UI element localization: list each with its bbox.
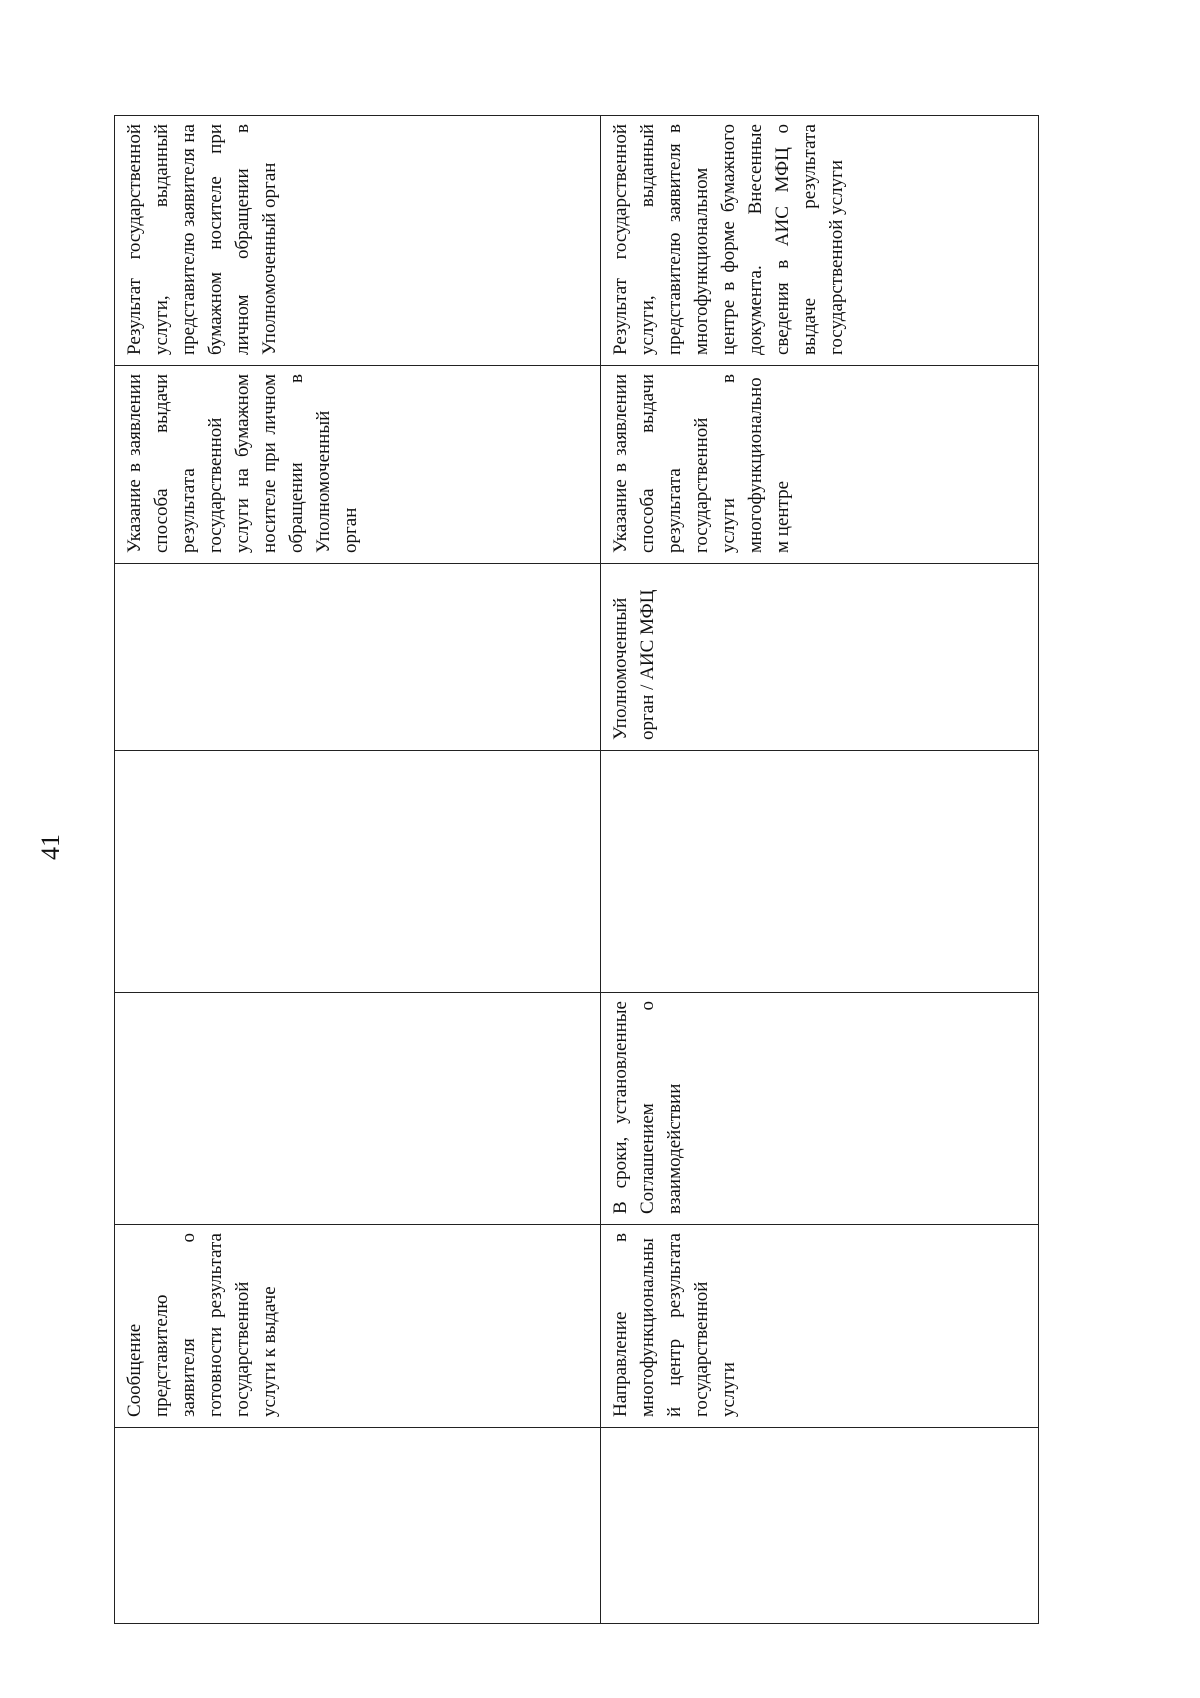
page-number: 41 (36, 834, 65, 860)
table-cell (601, 751, 1039, 993)
table-cell (115, 993, 601, 1225)
table-cell: Уполномоченный орган / АИС МФЦ (601, 564, 1039, 751)
table-cell: Направление в многофункциональный центр результата государственной услуги (601, 1225, 1039, 1428)
table-cell (115, 564, 601, 751)
table-row (115, 116, 601, 1624)
table-cell: Указание в заявлении способа выдачи результата государственной услуги в многофункциональном центре (601, 366, 1039, 564)
table-cell: Результат государственной услуги, выданный представителю заявителя в многофункциональном центре в форме бумажного документа. Внесенные сведения в АИС МФЦ о выдаче результата государственной услуги (601, 116, 1039, 366)
table-cell: Сообщение представителю заявителя о готовности результата государственной услуги к выдаче (115, 1225, 601, 1428)
procedure-table (114, 115, 1039, 1624)
table-cell: В сроки, установленные Соглашением о взаимодействии (601, 993, 1039, 1225)
table-row (601, 116, 1039, 1624)
table-cell (115, 1428, 601, 1624)
table-cell: Указание в заявлении способа выдачи результата государственной услуги на бумажном носителе при личном обращении в Уполномоченный орган (115, 366, 601, 564)
rotated-table-wrapper (114, 116, 1038, 1624)
table-cell: Результат государственной услуги, выданный представителю заявителя на бумажном носителе при личном обращении в Уполномоченный орган (115, 116, 601, 366)
table-cell (601, 1428, 1039, 1624)
table-cell (115, 751, 601, 993)
